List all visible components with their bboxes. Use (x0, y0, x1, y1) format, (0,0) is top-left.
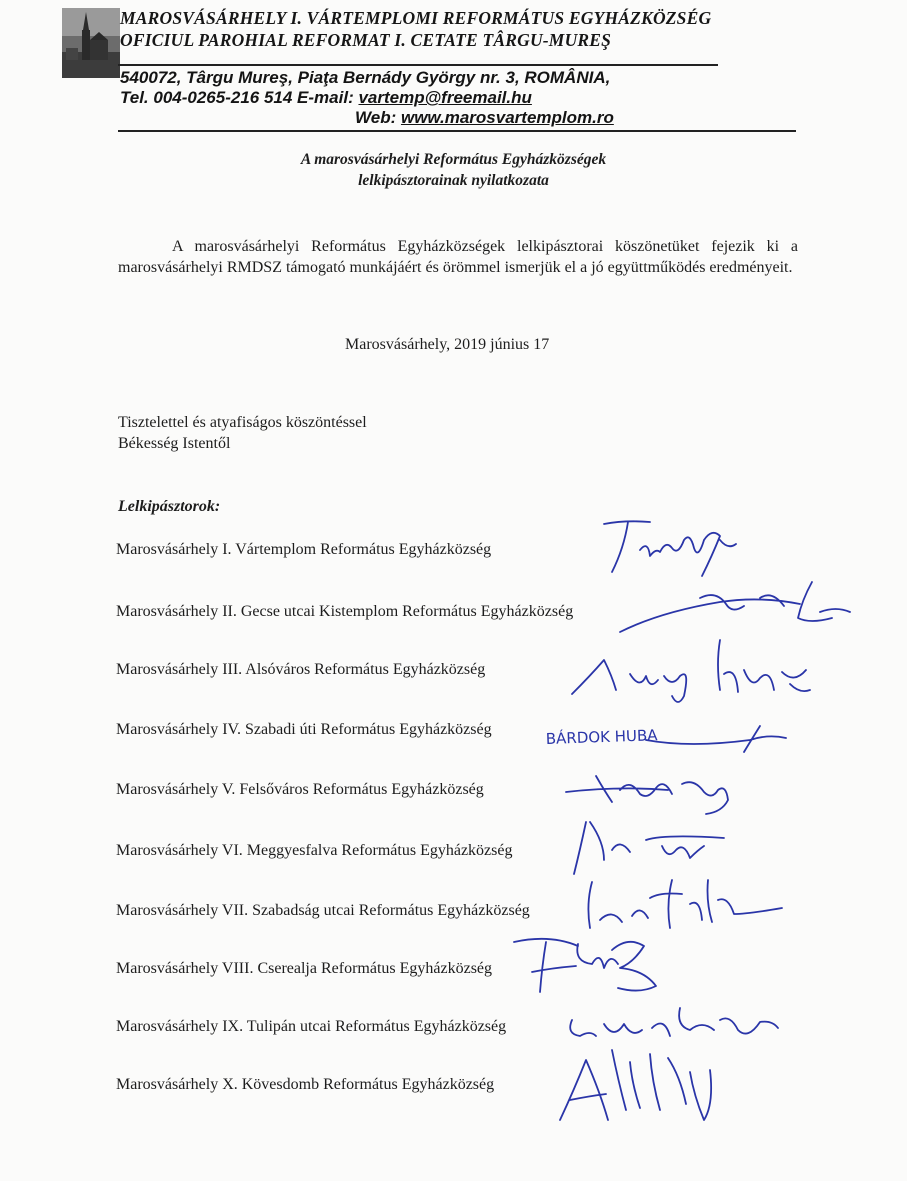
web-link[interactable]: www.marosvartemplom.ro (400, 108, 614, 127)
letterhead-name-hu: MAROSVÁSÁRHELY I. VÁRTEMPLOMI REFORMÁTUS EGYHÁZKÖZSÉG (120, 8, 712, 28)
parish-line: Marosvásárhely VI. Meggyesfalva Református Egyházközség (116, 842, 513, 859)
parish-line: Marosvásárhely IV. Szabadi úti Református Egyházközség (116, 721, 492, 738)
signature-7 (588, 880, 782, 928)
signature-3 (572, 640, 810, 702)
parish-line: Marosvásárhely I. Vártemplom Református Egyházközség (116, 541, 492, 558)
letterhead-name-ro: OFICIUL PAROHIAL REFORMAT I. CETATE TÂRGU-MUREŞ (120, 30, 612, 50)
letterhead-address: 540072, Târgu Mureş, Piaţa Bernády György nr. 3, ROMÂNIA, (120, 68, 611, 87)
letterhead-web (355, 108, 614, 128)
letterhead-divider (118, 64, 718, 66)
place-date: Marosvásárhely, 2019 június 17 (345, 336, 550, 353)
statement-paragraph: A marosvásárhelyi Református Egyházközségek lelkipásztorai köszönetüket fejezik ki a marosvásárhelyi RMDSZ támogató munkájáért és örömmel ismerjük el a jó együttműködés eredményeit. (118, 238, 798, 276)
letterhead-contact (120, 88, 532, 108)
email-link[interactable]: vartemp@freemail.hu (358, 88, 532, 107)
tel-label: Tel. 004-0265-216 514 E-mail: (120, 88, 359, 107)
signature-6 (574, 822, 724, 874)
web-label: Web: (355, 108, 401, 127)
document-title-line1: A marosvásárhelyi Református Egyházközségek (300, 151, 607, 168)
greeting-line1: Tisztelettel és atyafiságos köszöntéssel (118, 414, 367, 431)
parish-line: Marosvásárhely VIII. Cserealja Református Egyházközség (116, 960, 493, 977)
parish-line: Marosvásárhely X. Kövesdomb Református Egyházközség (116, 1076, 495, 1093)
church-logo (62, 8, 120, 78)
parish-line: Marosvásárhely IX. Tulipán utcai Református Egyházközség (116, 1018, 507, 1035)
parish-line: Marosvásárhely VII. Szabadság utcai Református Egyházközség (116, 902, 530, 919)
signature-8 (514, 939, 656, 992)
parish-line: Marosvásárhely III. Alsóváros Református Egyházközség (116, 661, 486, 678)
parish-line: Marosvásárhely V. Felsőváros Református Egyházközség (116, 781, 484, 798)
signature-5 (566, 776, 728, 814)
signature-1 (604, 521, 736, 576)
document-title-line2: lelkipásztorainak nyilatkozata (358, 172, 549, 189)
signature-4: BÁRDOK HUBA (545, 726, 658, 748)
letterhead-divider-bottom (118, 130, 796, 132)
signature-2 (620, 582, 850, 632)
greeting-line2: Békesség Istentől (118, 435, 231, 452)
parish-line: Marosvásárhely II. Gecse utcai Kistemplom Református Egyházközség (116, 603, 574, 620)
signature-9 (570, 1008, 778, 1036)
pastors-heading: Lelkipásztorok: (118, 498, 221, 515)
signature-10 (560, 1050, 711, 1120)
